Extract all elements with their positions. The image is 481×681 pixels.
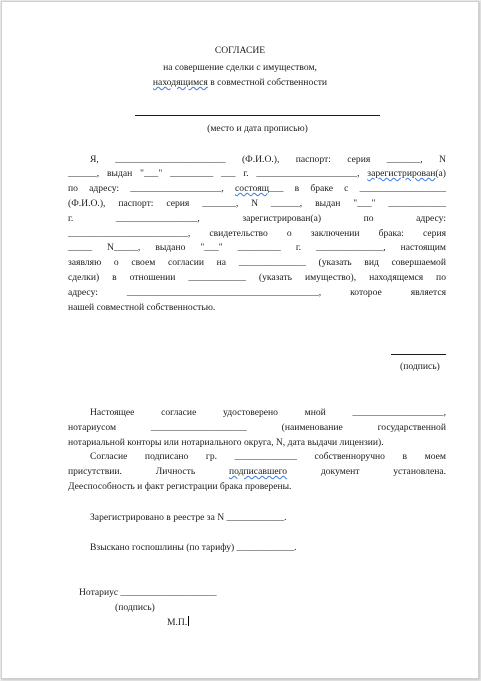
document-subtitle-line2 — [2, 77, 478, 88]
signature-line — [391, 354, 446, 355]
notary-line-2: нотариусом ____________________ (наименование государственной — [68, 422, 446, 433]
document-subtitle: на совершение сделки с имуществом, — [163, 62, 317, 73]
body-line-4: (Ф.И.О.), паспорт: серия _______, N ______, выдан "___" ____________ — [68, 198, 446, 209]
body-line-2 — [68, 168, 446, 179]
spellcheck-word: состоящ — [234, 183, 270, 194]
document-page — [1, 1, 479, 679]
body-line-3 — [68, 183, 446, 194]
notary-line-5 — [68, 466, 446, 477]
place-date-caption: (место и дата прописью) — [207, 123, 308, 134]
text-cursor — [188, 616, 189, 626]
body-text: присутствии. Личность — [68, 466, 229, 477]
fee-line: Взыскано госпошлины (по тарифу) ____________. — [90, 542, 297, 553]
body-text: (а) — [435, 168, 446, 179]
notary-line-6: Дееспособность и факт регистрации брака проверены. — [68, 481, 292, 492]
subtitle-text: в совместной собственности — [207, 77, 328, 88]
body-text: по адресу: ___________________, — [68, 183, 235, 194]
body-text: ______, выдан "___" _________ ___ г. _____________________, — [68, 168, 368, 179]
body-line-6: _________________________, свидетельство о заключении брака: серия — [68, 228, 446, 239]
notary-line-3: нотариальной конторы или нотариального округа, N, дата выдачи лицензии). — [68, 437, 384, 448]
body-line-11: нашей совместной собственностью. — [68, 302, 216, 313]
document-title: СОГЛАСИЕ — [214, 45, 266, 56]
spellcheck-word: находящимся — [152, 77, 208, 88]
body-text: документ установлена. — [287, 466, 446, 477]
body-line-9: сделки) в отношении ____________ (указать имущество), находящемся по — [68, 272, 446, 283]
notary-signature-label: Нотариус ____________________ — [79, 587, 217, 598]
body-line-8: заявляю о своем согласии на ______________ (указать вид совершаемой — [68, 257, 446, 268]
place-date-line — [135, 115, 380, 116]
stamp-label: М.П. — [167, 617, 188, 628]
spellcheck-word: подписавшего — [228, 466, 288, 477]
registry-line: Зарегистрировано в реестре за N ____________. — [90, 512, 287, 523]
spellcheck-word: зарегистрирован — [367, 168, 436, 179]
body-text: ___ в браке с __________________ — [269, 183, 446, 194]
notary-line-4: Согласие подписано гр. _____________ собственноручно в моем — [90, 451, 446, 462]
notary-signature-caption: (подпись) — [115, 602, 155, 613]
notary-line-1: Настоящее согласие удостоверено мной ___________________, — [90, 407, 446, 418]
body-line-1: Я, _______________________ (Ф.И.О.), паспорт: серия _______, N — [90, 154, 446, 165]
body-line-10: адресу: ________________________________________, которое является — [68, 287, 446, 298]
body-line-5: г. _________________, зарегистрирован(а) по адресу: — [68, 213, 446, 224]
body-line-7: _____ N_____, выдано "___" _________ г. ______________, настоящим — [68, 242, 446, 253]
signature-caption: (подпись) — [400, 361, 440, 372]
stamp-place — [167, 616, 189, 628]
